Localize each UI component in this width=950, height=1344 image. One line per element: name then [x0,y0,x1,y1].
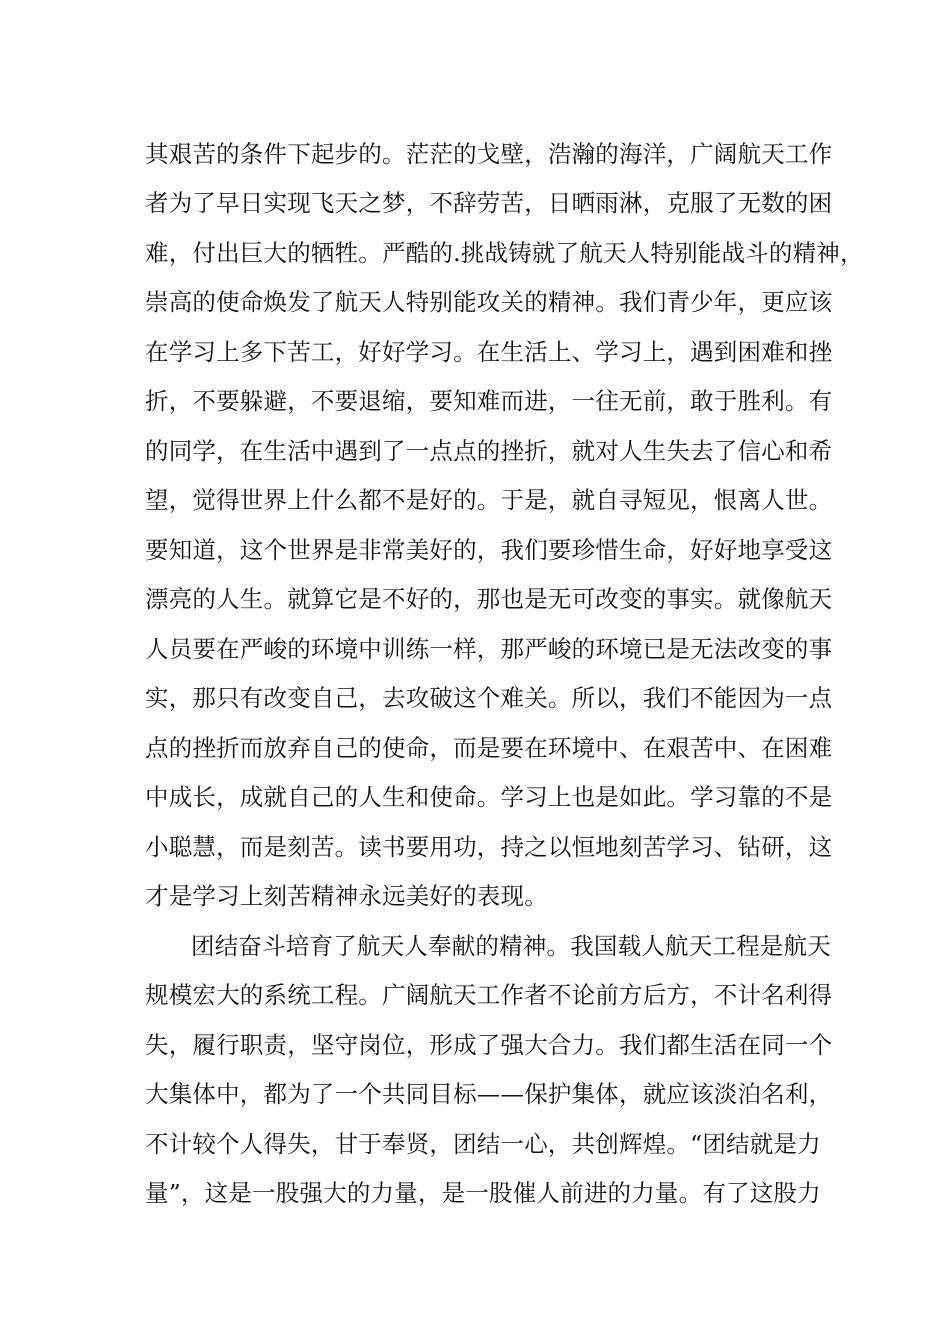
text-line: 折，不要躲避，不要退缩，要知难而进，一往无前，敢于胜利。有 [145,387,833,415]
paragraph-first-line: 团结奋斗培育了航天人奉献的精神。我国载人航天工程是航天 [191,932,831,960]
text-line: 大集体中，都为了一个共同目标——保护集体，就应该淡泊名利， [145,1080,833,1108]
text-line: 实，那只有改变自己，去攻破这个难关。所以，我们不能因为一点 [145,684,833,712]
text-line: 小聪慧，而是刻苦。读书要用功，持之以恒地刻苦学习、钻研，这 [145,833,833,861]
text-line: 失，履行职责，坚守岗位，形成了强大合力。我们都生活在同一个 [145,1031,833,1059]
text-line: 量”，这是一股强大的力量，是一股催人前进的力量。有了这股力 [145,1179,821,1207]
text-line: 崇高的使命焕发了航天人特别能攻关的精神。我们青少年，更应该 [145,288,833,316]
text-line: 中成长，成就自己的人生和使命。学习上也是如此。学习靠的不是 [145,783,833,811]
text-line: 规模宏大的系统工程。广阔航天工作者不论前方后方，不计名利得 [145,981,833,1009]
text-line: 望，觉得世界上什么都不是好的。于是，就自寻短见，恨离人世。 [145,486,833,514]
text-line: 难，付出巨大的牺牲。严酷的.挑战铸就了航天人特别能战斗的精神， [145,239,864,267]
text-line: 点的挫折而放弃自己的使命，而是要在环境中、在艰苦中、在困难 [145,734,833,762]
text-line: 其艰苦的条件下起步的。茫茫的戈壁，浩瀚的海洋，广阔航天工作 [145,140,833,168]
text-line: 才是学习上刻苦精神永远美好的表现。 [145,882,548,910]
text-line: 漂亮的人生。就算它是不好的，那也是无可改变的事实。就像航天 [145,585,833,613]
text-line: 在学习上多下苦工，好好学习。在生活上、学习上，遇到困难和挫 [145,338,833,366]
text-line: 不计较个人得失，甘于奉贤，团结一心，共创辉煌。“团结就是力 [145,1130,821,1158]
text-line: 人员要在严峻的环境中训练一样，那严峻的环境已是无法改变的事 [145,635,833,663]
text-line: 者为了早日实现飞天之梦，不辞劳苦，日晒雨淋，克服了无数的困 [145,189,833,217]
text-line: 要知道，这个世界是非常美好的，我们要珍惜生命，好好地享受这 [145,536,833,564]
text-line: 的同学，在生活中遇到了一点点的挫折，就对人生失去了信心和希 [145,437,833,465]
